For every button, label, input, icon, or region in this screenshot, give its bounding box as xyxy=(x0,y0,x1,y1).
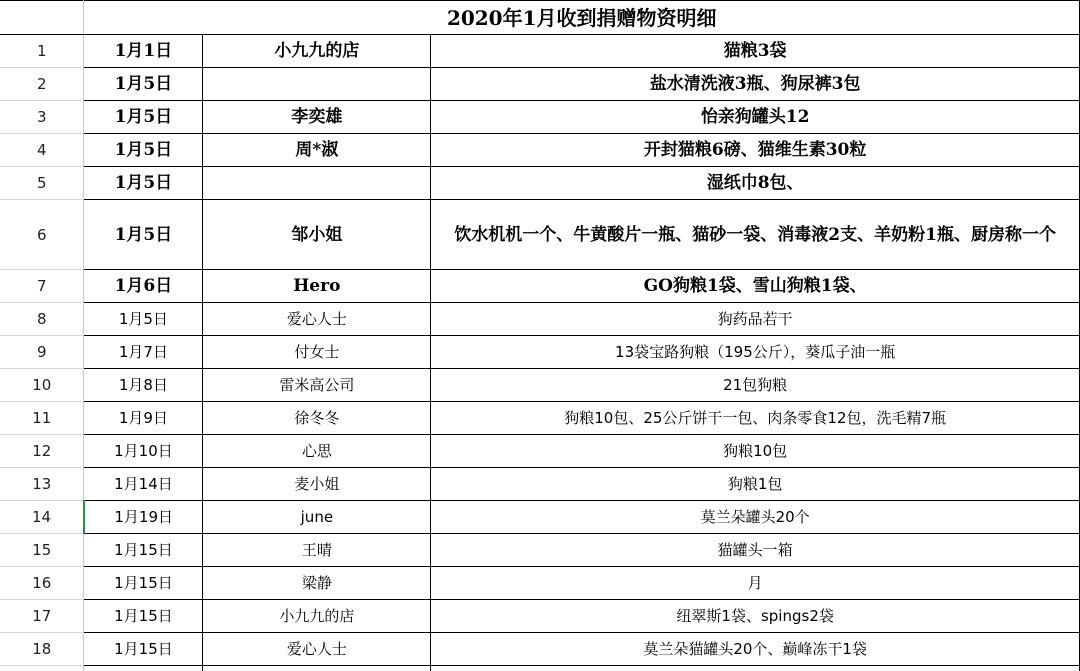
empty-cell[interactable] xyxy=(431,666,1080,671)
row-number[interactable]: 18 xyxy=(0,633,84,666)
date-cell[interactable]: 1月5日 xyxy=(84,303,203,336)
row-number[interactable]: 16 xyxy=(0,567,84,600)
items-cell[interactable]: 开封猫粮6磅、猫维生素30粒 xyxy=(431,134,1080,167)
donor-cell[interactable]: june xyxy=(203,501,431,534)
row-number[interactable]: 13 xyxy=(0,468,84,501)
row-number[interactable]: 12 xyxy=(0,435,84,468)
date-cell[interactable]: 1月6日 xyxy=(84,270,203,303)
row-number[interactable]: 2 xyxy=(0,68,84,101)
table-row xyxy=(0,167,1080,200)
donor-cell[interactable]: 爱心人士 xyxy=(203,633,431,666)
items-cell[interactable]: 21包狗粮 xyxy=(431,369,1080,402)
table-row-partial xyxy=(0,666,1080,671)
row-number[interactable]: 9 xyxy=(0,336,84,369)
items-cell[interactable]: 莫兰朵罐头20个 xyxy=(431,501,1080,534)
date-cell[interactable]: 1月15日 xyxy=(84,633,203,666)
items-cell[interactable]: 猫罐头一箱 xyxy=(431,534,1080,567)
row-number[interactable]: 3 xyxy=(0,101,84,134)
row-number[interactable]: 4 xyxy=(0,134,84,167)
items-cell[interactable]: 狗粮1包 xyxy=(431,468,1080,501)
date-cell[interactable]: 1月5日 xyxy=(84,134,203,167)
table-row xyxy=(0,369,1080,402)
corner-cell[interactable] xyxy=(0,1,84,35)
date-cell[interactable]: 1月14日 xyxy=(84,468,203,501)
table-row xyxy=(0,336,1080,369)
items-cell[interactable]: 湿纸巾8包、 xyxy=(431,167,1080,200)
date-cell[interactable]: 1月15日 xyxy=(84,600,203,633)
date-cell[interactable]: 1月15日 xyxy=(84,534,203,567)
items-cell[interactable]: 狗粮10包、25公斤饼干一包、肉条零食12包，洗毛精7瓶 xyxy=(431,402,1080,435)
empty-cell[interactable] xyxy=(0,666,84,671)
items-cell[interactable]: 月 xyxy=(431,567,1080,600)
donor-cell[interactable] xyxy=(203,167,431,200)
items-cell[interactable]: GO狗粮1袋、雪山狗粮1袋、 xyxy=(431,270,1080,303)
table-row xyxy=(0,435,1080,468)
row-number[interactable]: 10 xyxy=(0,369,84,402)
donor-cell[interactable]: 麦小姐 xyxy=(203,468,431,501)
donor-cell[interactable]: 小九九的店 xyxy=(203,600,431,633)
donor-cell[interactable]: 心思 xyxy=(203,435,431,468)
donor-cell[interactable]: Hero xyxy=(203,270,431,303)
table-row xyxy=(0,101,1080,134)
table-row xyxy=(0,633,1080,666)
row-number[interactable]: 15 xyxy=(0,534,84,567)
row-number[interactable]: 8 xyxy=(0,303,84,336)
donor-cell[interactable]: 邹小姐 xyxy=(203,200,431,270)
row-number[interactable]: 6 xyxy=(0,200,84,270)
table-row xyxy=(0,501,1080,534)
row-number[interactable]: 17 xyxy=(0,600,84,633)
donor-cell[interactable]: 李奕雄 xyxy=(203,101,431,134)
date-cell[interactable]: 1月5日 xyxy=(84,200,203,270)
row-number[interactable]: 5 xyxy=(0,167,84,200)
row-number[interactable]: 11 xyxy=(0,402,84,435)
empty-cell[interactable] xyxy=(84,666,203,671)
donor-cell[interactable]: 付女士 xyxy=(203,336,431,369)
items-cell[interactable]: 盐水清洗液3瓶、狗尿裤3包 xyxy=(431,68,1080,101)
donor-cell[interactable]: 梁静 xyxy=(203,567,431,600)
date-cell[interactable]: 1月1日 xyxy=(84,35,203,68)
row-number[interactable]: 7 xyxy=(0,270,84,303)
donor-cell[interactable] xyxy=(203,68,431,101)
items-cell[interactable]: 怡亲狗罐头12 xyxy=(431,101,1080,134)
table-row xyxy=(0,303,1080,336)
title-row xyxy=(0,1,1080,35)
empty-cell[interactable] xyxy=(203,666,431,671)
table-row xyxy=(0,200,1080,270)
table-row xyxy=(0,134,1080,167)
date-cell[interactable]: 1月9日 xyxy=(84,402,203,435)
sheet-title[interactable]: 2020年1月收到捐赠物资明细 xyxy=(84,1,1080,35)
row-number[interactable]: 1 xyxy=(0,35,84,68)
items-cell[interactable]: 狗粮10包 xyxy=(431,435,1080,468)
items-cell[interactable]: 猫粮3袋 xyxy=(431,35,1080,68)
donor-cell[interactable]: 徐冬冬 xyxy=(203,402,431,435)
table-row xyxy=(0,534,1080,567)
donor-cell[interactable]: 雷米高公司 xyxy=(203,369,431,402)
items-cell[interactable]: 纽翠斯1袋、spings2袋 xyxy=(431,600,1080,633)
table-row xyxy=(0,567,1080,600)
row-number[interactable]: 14 xyxy=(0,501,84,534)
table-row xyxy=(0,35,1080,68)
items-cell[interactable]: 13袋宝路狗粮（195公斤），葵瓜子油一瓶 xyxy=(431,336,1080,369)
table-row xyxy=(0,600,1080,633)
items-cell[interactable]: 狗药品若干 xyxy=(431,303,1080,336)
date-cell[interactable]: 1月19日 xyxy=(84,501,203,534)
items-cell[interactable]: 莫兰朵猫罐头20个、巅峰冻干1袋 xyxy=(431,633,1080,666)
date-cell[interactable]: 1月15日 xyxy=(84,567,203,600)
items-cell[interactable]: 饮水机机一个、牛黄酸片一瓶、猫砂一袋、消毒液2支、羊奶粉1瓶、厨房称一个 xyxy=(431,200,1080,270)
table-row xyxy=(0,68,1080,101)
table-row xyxy=(0,468,1080,501)
date-cell[interactable]: 1月5日 xyxy=(84,68,203,101)
table-row xyxy=(0,402,1080,435)
date-cell[interactable]: 1月5日 xyxy=(84,167,203,200)
donor-cell[interactable]: 王晴 xyxy=(203,534,431,567)
date-cell[interactable]: 1月8日 xyxy=(84,369,203,402)
donor-cell[interactable]: 爱心人士 xyxy=(203,303,431,336)
date-cell[interactable]: 1月5日 xyxy=(84,101,203,134)
donor-cell[interactable]: 小九九的店 xyxy=(203,35,431,68)
donor-cell[interactable]: 周*淑 xyxy=(203,134,431,167)
date-cell[interactable]: 1月7日 xyxy=(84,336,203,369)
table-row xyxy=(0,270,1080,303)
date-cell[interactable]: 1月10日 xyxy=(84,435,203,468)
